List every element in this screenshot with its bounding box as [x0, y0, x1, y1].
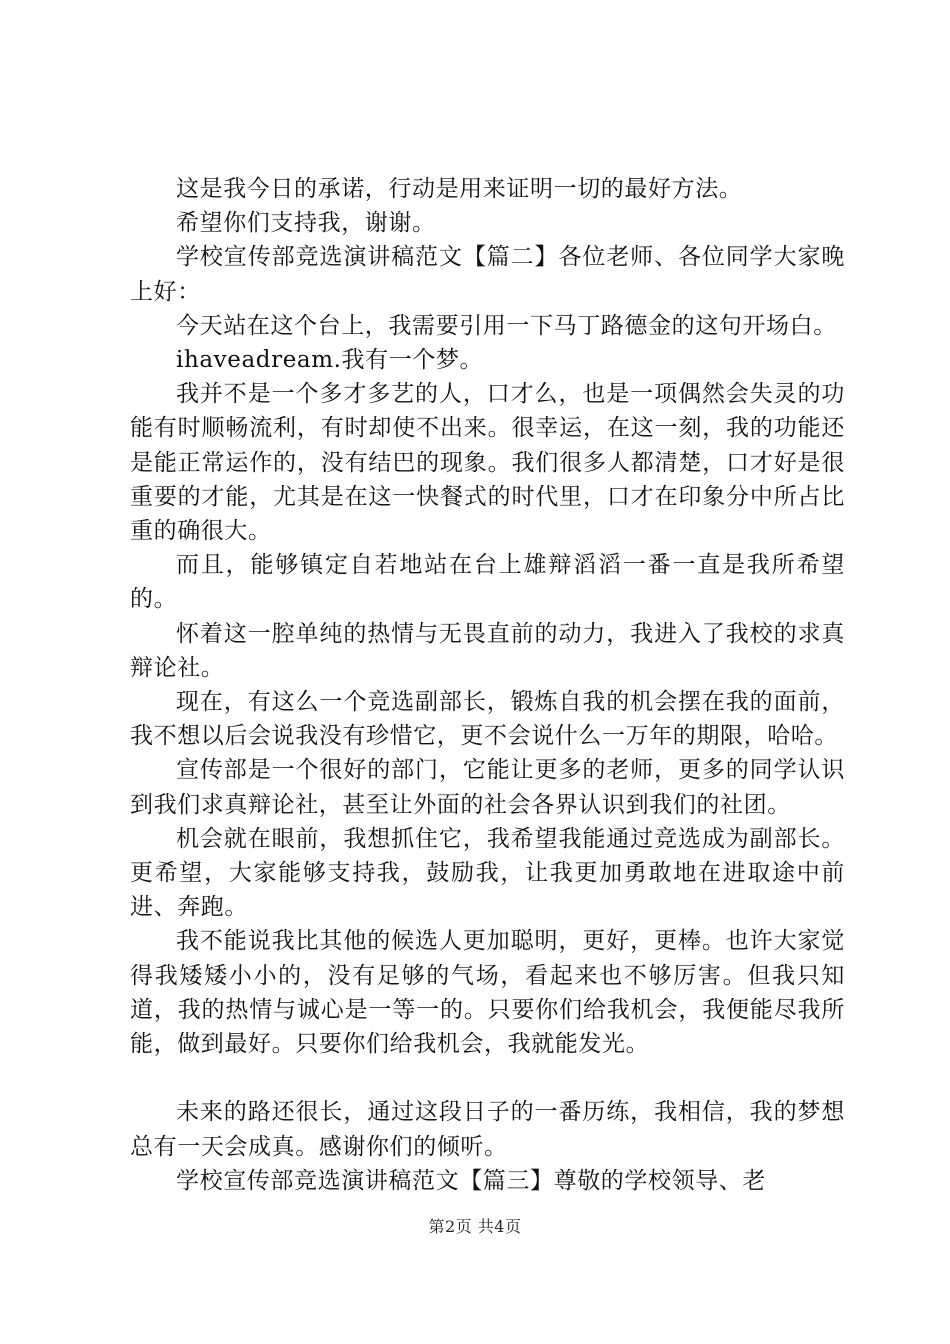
paragraph-department: 宣传部是一个很好的部门，它能让更多的老师，更多的同学认识到我们求真辩论社，甚至让外面的社会各界认识到我们的社团。 [130, 757, 845, 818]
paragraph-hope: 而且，能够镇定自若地站在台上雄辩滔滔一番一直是我所希望的。 [130, 552, 845, 613]
paragraph-section-two-heading: 学校宣传部竞选演讲稿范文【篇二】各位老师、各位同学大家晚上好： [130, 244, 845, 305]
document-body [130, 172, 845, 1198]
paragraph-dream: ihaveadream.我有一个梦。 [176, 347, 484, 374]
paragraph-opportunity: 现在，有这么一个竞选副部长，锻炼自我的机会摆在我的面前，我不想以后会说我没有珍惜它，更不会说什么一万年的期限，哈哈。 [130, 689, 845, 750]
paragraph-candidates: 我不能说我比其他的候选人更加聪明，更好，更棒。也许大家觉得我矮矮小小的，没有足够的气场，看起来也不够厉害。但我只知道，我的热情与诚心是一等一的。只要你们给我机会，我便能尽我所能，做到最好。只要你们给我机会，我就能发光。 [130, 928, 845, 1058]
paragraph-thanks: 希望你们支持我，谢谢。 [176, 210, 436, 237]
paragraph-future: 未来的路还很长，通过这段日子的一番历练，我相信，我的梦想总有一天会成真。感谢你们的倾听。 [130, 1099, 845, 1160]
page-number-footer: 第2页 共4页 [428, 1217, 522, 1236]
paragraph-promise: 这是我今日的承诺，行动是用来证明一切的最好方法。 [176, 176, 743, 202]
paragraph-section-three-heading: 学校宣传部竞选演讲稿范文【篇三】尊敬的学校领导、老 [176, 1167, 766, 1194]
paragraph-opening: 今天站在这个台上，我需要引用一下马丁路德金的这句开场白。 [176, 312, 837, 339]
paragraph-chance: 机会就在眼前，我想抓住它，我希望我能通过竞选成为副部长。更希望，大家能够支持我，鼓励我，让我更加勇敢地在进取途中前进、奔跑。 [130, 825, 845, 921]
paragraph-eloquence: 我并不是一个多才多艺的人，口才么，也是一项偶然会失灵的功能有时顺畅流利，有时却使不出来。很幸运，在这一刻，我的功能还是能正常运作的，没有结巴的现象。我们很多人都清楚，口才好是很重要的才能，尤其是在这一快餐式的时代里，口才在印象分中所占比重的确很大。 [130, 381, 845, 545]
paragraph-debate-club: 怀着这一腔单纯的热情与无畏直前的动力，我进入了我校的求真辩论社。 [130, 620, 845, 681]
